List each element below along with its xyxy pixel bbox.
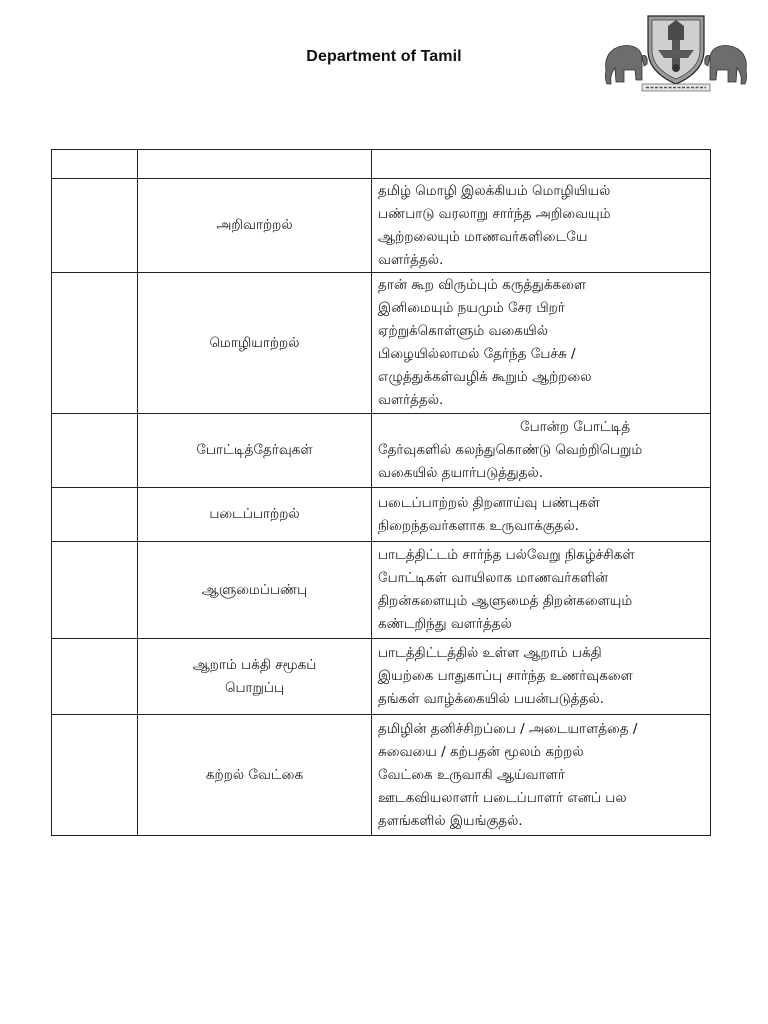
page-title: Department of Tamil (306, 48, 462, 65)
row-outcome-cell: மொழியாற்றல் (138, 273, 372, 414)
row-description-cell: தமிழ் மொழி இலக்கியம் மொழியியல் பண்பாடு வரலாறு சார்ந்த அறிவையும் ஆற்றலையும் மாணவர்களிடையே வளர்த்தல். (372, 179, 711, 273)
row-sno-cell (52, 542, 138, 639)
row-description-cell: தமிழின் தனிச்சிறப்பை / அடையாளத்தை / சுவையை / கற்பதன் மூலம் கற்றல் வேட்கை உருவாகி ஆய்வாளர் ஊடகவியலாளர் படைப்பாளர் எனப் பல தளங்களில் இயங்குதல். (372, 715, 711, 836)
table-row (52, 488, 711, 542)
row-description-cell: பாடத்திட்டத்தில் உள்ள ஆறாம் பக்தி இயற்கை பாதுகாப்பு சார்ந்த உணர்வுகளை தங்கள் வாழ்க்கையில் பயன்படுத்தல். (372, 639, 711, 715)
row-description-cell: படைப்பாற்றல் திறனாய்வு பண்புகள் நிறைந்தவர்களாக உருவாக்குதல். (372, 488, 711, 542)
row-sno-cell (52, 273, 138, 414)
row-outcome-cell: ஆளுமைப்பண்பு (138, 542, 372, 639)
row-sno-cell (52, 414, 138, 488)
row-sno-cell (52, 488, 138, 542)
header-cell-outcome (138, 150, 372, 179)
row-sno-cell (52, 715, 138, 836)
row-description-cell: பாடத்திட்டம் சார்ந்த பல்வேறு நிகழ்ச்சிகள் போட்டிகள் வாயிலாக மாணவர்களின் திறன்களையும் ஆளுமைத் திறன்களையும் கண்டறிந்து வளர்த்தல் (372, 542, 711, 639)
table-header-row (52, 150, 711, 179)
row-outcome-cell: படைப்பாற்றல் (138, 488, 372, 542)
row-outcome-cell: கற்றல் வேட்கை (138, 715, 372, 836)
right-elephant-icon (705, 45, 747, 84)
row-outcome-cell: போட்டித்தேர்வுகள் (138, 414, 372, 488)
table-row (52, 414, 711, 488)
row-outcome-cell: ஆறாம் பக்தி சமூகப் பொறுப்பு (138, 639, 372, 715)
table-row (52, 639, 711, 715)
left-elephant-icon (605, 45, 647, 84)
row-description-cell: போன்ற போட்டித் தேர்வுகளில் கலந்துகொண்டு வெற்றிபெறும் வகையில் தயார்படுத்துதல். (372, 414, 711, 488)
table-row (52, 715, 711, 836)
row-outcome-cell: அறிவாற்றல் (138, 179, 372, 273)
university-emblem-icon (602, 10, 750, 94)
row-description-cell: தான் கூற விரும்பும் கருத்துக்களை இனிமையும் நயமும் சேர பிறர் ஏற்றுக்கொள்ளும் வகையில் பிழையில்லாமல் தேர்ந்த பேச்சு / எழுத்துக்கள்வழிக் கூறும் ஆற்றலை வளர்த்தல். (372, 273, 711, 414)
table-row (52, 542, 711, 639)
shield-icon (648, 16, 704, 84)
header-cell-sno (52, 150, 138, 179)
header-cell-description (372, 150, 711, 179)
table-row (52, 273, 711, 414)
row-sno-cell (52, 639, 138, 715)
table-row (52, 179, 711, 273)
outcomes-table (51, 149, 711, 836)
row-sno-cell (52, 179, 138, 273)
